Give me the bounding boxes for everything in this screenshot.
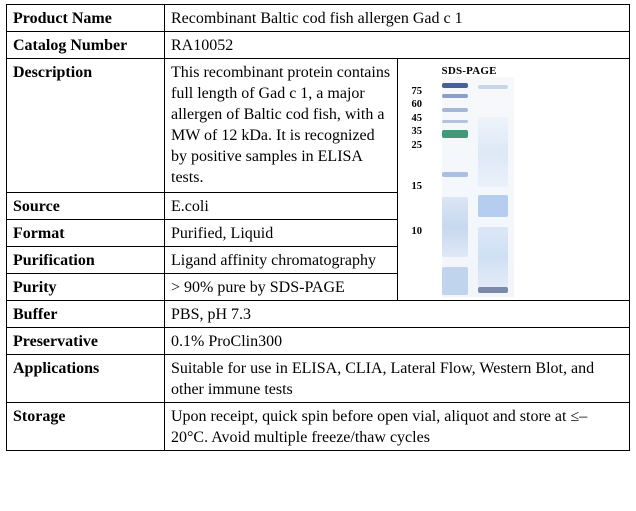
catalog-number-value: RA10052 bbox=[165, 32, 630, 59]
product-name-value: Recombinant Baltic cod fish allergen Gad c 1 bbox=[165, 5, 630, 32]
purification-value: Ligand affinity chromatography bbox=[165, 247, 398, 274]
marker-lane bbox=[442, 77, 468, 297]
row-product-name bbox=[7, 5, 630, 32]
sample-smear bbox=[478, 227, 508, 287]
marker-smear bbox=[442, 197, 468, 257]
sample-band bbox=[478, 85, 508, 89]
marker-band bbox=[442, 267, 468, 295]
ladder-label: 25 bbox=[411, 140, 422, 151]
marker-band bbox=[442, 172, 468, 177]
sample-smear bbox=[478, 117, 508, 187]
storage-label: Storage bbox=[7, 403, 165, 451]
marker-band bbox=[442, 94, 468, 98]
ladder-label: 15 bbox=[411, 181, 422, 192]
row-storage bbox=[7, 403, 630, 451]
sample-main-band bbox=[478, 195, 508, 217]
applications-label: Applications bbox=[7, 355, 165, 403]
sds-page-image-cell bbox=[397, 59, 630, 301]
sample-lane bbox=[478, 77, 508, 297]
product-name-label: Product Name bbox=[7, 5, 165, 32]
purity-value: > 90% pure by SDS-PAGE bbox=[165, 274, 398, 301]
ladder-label: 10 bbox=[411, 226, 422, 237]
buffer-value: PBS, pH 7.3 bbox=[165, 301, 630, 328]
source-label: Source bbox=[7, 193, 165, 220]
storage-value: Upon receipt, quick spin before open vial, aliquot and store at ≤–20°C. Avoid multiple freeze/thaw cycles bbox=[165, 403, 630, 451]
ladder-label: 75 bbox=[411, 86, 422, 97]
marker-band bbox=[442, 108, 468, 112]
source-value: E.coli bbox=[165, 193, 398, 220]
purification-label: Purification bbox=[7, 247, 165, 274]
description-label: Description bbox=[7, 59, 165, 193]
row-applications bbox=[7, 355, 630, 403]
ladder-label: 60 bbox=[411, 99, 422, 110]
sds-page-title: SDS-PAGE bbox=[441, 65, 497, 77]
gel-image bbox=[442, 77, 514, 297]
ladder-label: 35 bbox=[411, 126, 422, 137]
applications-value: Suitable for use in ELISA, CLIA, Lateral Flow, Western Blot, and other immune tests bbox=[165, 355, 630, 403]
spec-table bbox=[6, 4, 630, 451]
row-description bbox=[7, 59, 630, 193]
sds-page-figure bbox=[398, 59, 578, 299]
row-buffer bbox=[7, 301, 630, 328]
description-value: This recombinant protein contains full length of Gad c 1, a major allergen of Baltic cod fish, with a MW of 12 kDa. It is recognized by positive samples in ELISA tests. bbox=[165, 59, 398, 193]
preservative-value: 0.1% ProClin300 bbox=[165, 328, 630, 355]
purity-label: Purity bbox=[7, 274, 165, 301]
product-datasheet bbox=[6, 4, 630, 509]
ladder-label: 45 bbox=[411, 113, 422, 124]
catalog-number-label: Catalog Number bbox=[7, 32, 165, 59]
row-catalog-number bbox=[7, 32, 630, 59]
buffer-label: Buffer bbox=[7, 301, 165, 328]
preservative-label: Preservative bbox=[7, 328, 165, 355]
sample-band bbox=[478, 287, 508, 293]
marker-band bbox=[442, 130, 468, 138]
format-label: Format bbox=[7, 220, 165, 247]
row-preservative bbox=[7, 328, 630, 355]
marker-band bbox=[442, 83, 468, 88]
marker-band bbox=[442, 120, 468, 123]
format-value: Purified, Liquid bbox=[165, 220, 398, 247]
ladder-labels bbox=[412, 59, 432, 299]
